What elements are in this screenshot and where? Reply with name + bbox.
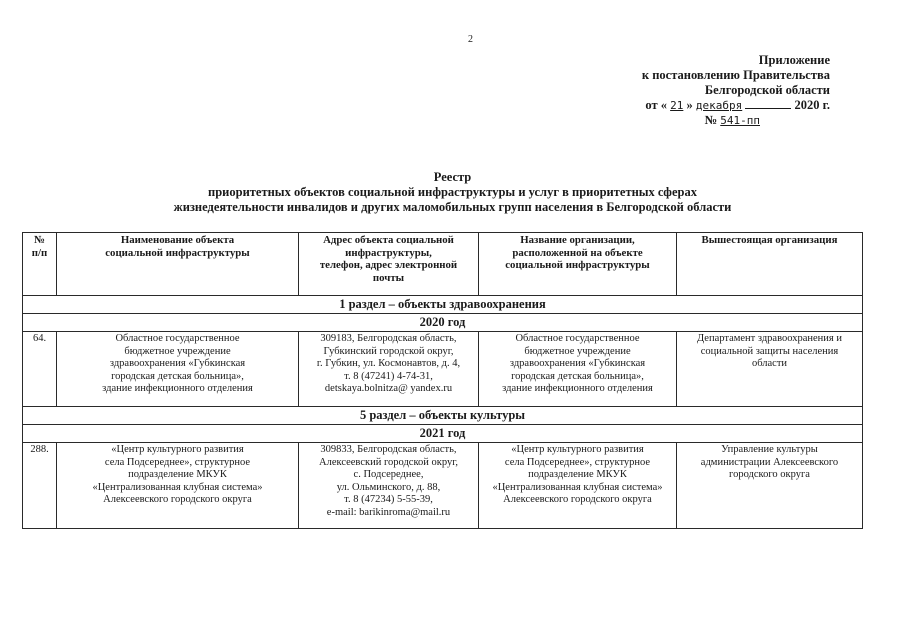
cell-line: здание инфекционного отделения — [502, 383, 653, 394]
cell-line: п/п — [31, 246, 48, 259]
cell-line: «Центр культурного развития — [111, 444, 244, 455]
cell-line: Вышестоящая организация — [701, 234, 838, 246]
title-line-2: приоритетных объектов социальной инфраструктуры и услуг в приоритетных сферах — [208, 185, 697, 199]
object-name-cell — [57, 443, 299, 529]
title-line-3: жизнедеятельности инвалидов и других маломобильных групп населения в Белгородской области — [173, 200, 732, 214]
header-organization — [479, 233, 677, 296]
parent-organization-cell — [677, 332, 863, 407]
year-row — [23, 425, 863, 443]
cell-line: с. Подсереднее, — [353, 469, 424, 480]
cell-line: detskaya.bolnitza@ yandex.ru — [324, 383, 453, 394]
cell-line: Алексеевского городского округа — [103, 494, 252, 505]
cell-line: Губкинский городской округ, — [323, 345, 454, 357]
date-middle: » — [686, 98, 693, 112]
date-year: 2020 г. — [794, 98, 830, 112]
cell-line: Департамент здравоохранения и — [697, 333, 842, 344]
number-value: 541-пп — [720, 114, 760, 127]
cell-line: «Централизованная клубная система» — [492, 481, 663, 493]
cell-line: г. Губкин, ул. Космонавтов, д. 4, — [316, 358, 461, 369]
cell-line: городская детская больница», — [111, 370, 244, 382]
cell-line: Областное государственное — [115, 333, 240, 344]
section-heading: 5 раздел – объекты культуры — [23, 407, 863, 425]
cell-line: почты — [372, 271, 405, 284]
row-number: 288. — [23, 443, 57, 529]
cell-line: села Подсереднее», структурное — [504, 456, 651, 468]
date-prefix: от « — [645, 98, 667, 112]
cell-line: Алексеевского городского округа — [503, 494, 652, 505]
cell-line: Наименование объекта — [120, 234, 235, 246]
cell-line: села Подсереднее», структурное — [104, 456, 251, 468]
cell-line: т. 8 (47241) 4-74-31, — [344, 370, 433, 382]
cell-line: № — [34, 234, 45, 246]
cell-line: «Центр культурного развития — [511, 444, 644, 455]
address-cell — [299, 443, 479, 529]
address-cell — [299, 332, 479, 407]
cell-line: 309183, Белгородская область, — [320, 333, 457, 344]
cell-line: Название организации, — [520, 234, 635, 246]
cell-line: здравоохранения «Губкинская — [109, 358, 246, 369]
appendix-resolution: к постановлению Правительства — [641, 68, 830, 82]
number-prefix: № — [704, 113, 718, 127]
registry-table — [22, 232, 863, 529]
section-heading: 1 раздел – объекты здравоохранения — [23, 296, 863, 314]
organization-cell — [479, 332, 677, 407]
appendix-date — [580, 98, 830, 113]
header-parent-organization — [677, 233, 863, 296]
year-row — [23, 314, 863, 332]
cell-line: телефон, адрес электронной — [319, 259, 458, 271]
date-blank-line — [745, 108, 791, 109]
cell-line: Управление культуры — [721, 444, 818, 455]
cell-line: социальной инфраструктуры — [105, 246, 250, 259]
appendix-title: Приложение — [758, 53, 830, 67]
cell-line: e-mail: barikinroma@mail.ru — [326, 506, 451, 518]
cell-line: подразделение МКУК — [528, 469, 627, 480]
cell-line: Адрес объекта социальной — [323, 234, 454, 246]
parent-organization-cell — [677, 443, 863, 529]
cell-line: Алексеевский городской округ, — [319, 456, 458, 468]
page-number: 2 — [468, 34, 473, 45]
organization-cell — [479, 443, 677, 529]
cell-line: инфраструктуры, — [345, 246, 432, 259]
cell-line: 309833, Белгородская область, — [320, 444, 457, 455]
date-day: 21 — [670, 99, 684, 112]
year-heading: 2020 год — [23, 314, 863, 332]
table-row — [23, 332, 863, 407]
cell-line: Областное государственное — [515, 333, 640, 344]
cell-line: здание инфекционного отделения — [102, 383, 253, 394]
appendix-block — [580, 53, 830, 128]
cell-line: «Централизованная клубная система» — [92, 481, 263, 493]
title-line-1: Реестр — [433, 170, 472, 184]
appendix-region: Белгородской области — [704, 83, 830, 97]
cell-line: здравоохранения «Губкинская — [509, 358, 646, 369]
section-row — [23, 407, 863, 425]
cell-line: ул. Ольминского, д. 88, — [336, 481, 441, 493]
cell-line: администрации Алексеевского — [700, 456, 839, 468]
cell-line: социальной защиты населения — [700, 345, 839, 357]
appendix-number — [580, 113, 830, 128]
year-heading: 2021 год — [23, 425, 863, 443]
table-row — [23, 443, 863, 529]
cell-line: подразделение МКУК — [128, 469, 227, 480]
section-row — [23, 296, 863, 314]
cell-line: городского округа — [729, 469, 810, 480]
cell-line: расположенной на объекте — [512, 246, 643, 259]
object-name-cell — [57, 332, 299, 407]
cell-line: т. 8 (47234) 5-55-39, — [344, 494, 433, 505]
header-object-name — [57, 233, 299, 296]
cell-line: бюджетное учреждение — [524, 345, 631, 357]
cell-line: социальной инфраструктуры — [505, 259, 650, 271]
header-number — [23, 233, 57, 296]
document-title — [40, 170, 865, 215]
header-address — [299, 233, 479, 296]
row-number: 64. — [23, 332, 57, 407]
cell-line: бюджетное учреждение — [124, 345, 231, 357]
table-header-row — [23, 233, 863, 296]
cell-line: городская детская больница», — [511, 370, 644, 382]
date-month: декабря — [695, 99, 743, 112]
cell-line: области — [751, 358, 788, 369]
